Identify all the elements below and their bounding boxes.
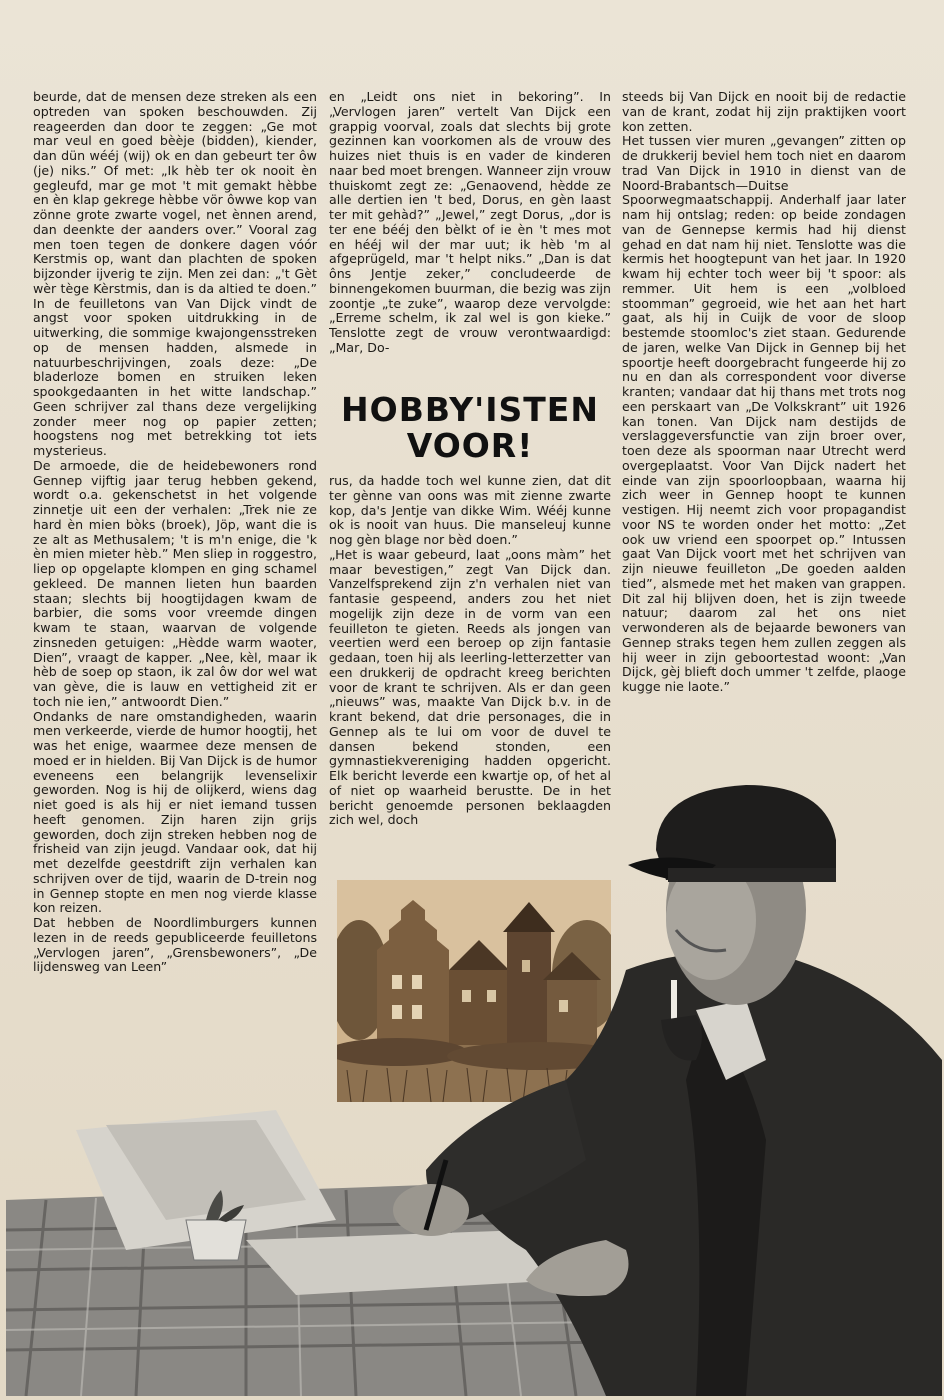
- headline: HOBBY'ISTEN VOOR!: [341, 390, 599, 465]
- paragraph: Ondanks de nare omstandigheden, waarin men verkeerde, vierde de humor hoogtij, het was het enige, waarmee deze mensen de moed er in hielden. Bij Van Dijck is de humor eveneens een belangrijk levenselixir geworden. Nog is hij de olijkerd, wiens dag niet goed is als hij er niet iemand tussen heeft genomen. Zijn haren zijn grijs geworden, doch zijn streken hebben nog de frisheid van zijn jeugd. Vandaar ook, dat hij met dezelfde geestdrift zijn verhalen kan schrijven over de tijd, waarin de D-trein nog in Gennep stopte en men nog vierde klasse kon reizen.: [33, 708, 317, 916]
- paragraph: steeds bij Van Dijck en nooit bij de redactie van de krant, zodat hij zijn praktijken voort kon zetten.: [622, 90, 906, 134]
- paragraph: beurde, dat de mensen deze streken als een optreden van spoken beschouwden. Zij reageerden dan door te zeggen: „Ge mot mar veul en goed bèèje (bidden), kiender, dan dün wééj (wij) ok en dan gebeurt ter ôw (je) niks.” Of met: „Ik hèb ter ok nooit èn gegleufd, mar ge mot 't mit gemakt hèbbe en èn klap gekrege hèbbe vör ôwwe kop van zönne grote zwarte vogel, net ènnen arend, dan deenkte der aanders over.” Vooral zag men toen tegen de donkere dagen vóór Kerstmis op, want dan plachten de spoken bijzonder ijverig te zijn. Men zei dan: „'t Gèt wèr tège Kèrstmis, dan is da altied te doen.” In de feuilletons van Van Dijck vindt de angst voor spoken uitdrukking in de uitwerking, die sommige kwajongensstreken op de mensen hadden, alsmede in natuurbeschrijvingen, zoals deze: „De bladerloze bomen en struiken leken spookgedaanten in het witte landschap.” Geen schrijver zal thans deze vergelijking zonder meer nog op papier zetten; hoogstens nog met betrekking tot iets mysterieus.: [33, 90, 317, 458]
- paragraph: Het tussen vier muren „gevangen” zitten op de drukkerij beviel hem toch niet en daarom trad Van Dijck in 1910 in dienst van de Noord-Brabantsch—Duitse Spoorwegmaatschappij. Anderhalf jaar later nam hij ontslag; reden: op beide zondagen van de Gennepse kermis had hij dienst gehad en dat nam hij niet. Tenslotte was die kermis het hoogtepunt van het jaar. In 1920 kwam hij echter toch weer bij 't spoor: als remmer. Uit hem is een „volbloed stoomman” gegroeid, wie het aan het hart gaat, als hij in Cuijk de voor de sloop bestemde stoomloc's ziet staan. Gedurende de jaren, welke Van Dijck in Gennep bij het spoortje heeft doorgebracht fungeerde hij zo nu en dan als correspondent voor diverse kranten; vandaar dat hij thans met trots nog een perskaart van „De Volkskrant” uit 1926 kan tonen. Van Dijck nam destijds de verslaggeversfunctie van zijn broer over, toen deze als spoorman naar Utrecht werd overgeplaatst. Voor Van Dijck nadert het einde van zijn spoorloopbaan, waarna hij zich weer in Gennep hoopt te kunnen vestigen. Hij neemt zich voor propagandist voor NS te worden onder het motto: „Zet ook uw vriend een spoorpet op.” Intussen gaat Van Dijck voort met het schrijven van zijn nieuwe feuilleton „De goeden aalden tied”, alsmede met het maken van grappen. Dit zal hij blijven doen, het is zijn tweede natuur; daarom zal het ons niet verwonderen als de bejaarde bewoners van Gennep straks tegen hem zullen zeggen als hij weer in zijn geboortestad woont: „Van Dijck, gèj blieft doch ummer 't zelfde, plaoge kugge nie laote.”: [622, 133, 906, 694]
- paragraph: „Het is waar gebeurd, laat „oons màm” het maar bevestigen,” zegt Van Dijck dan. Vanzelfsprekend zijn z'n verhalen niet van fantasie gespeend, anders zou het niet mogelijk zijn deze in de vorm van een feuilleton te gieten. Reeds als jongen van veertien werd een beroep op zijn fantasie gedaan, toen hij als leerling-letterzetter van een drukkerij de opdracht kreeg berichten voor de krant te schrijven. Als er dan geen „nieuws” was, maakte Van Dijck b.v. in de krant bekend, dat drie personages, die in Gennep als te lui om voor de duvel te dansen bekend stonden, een gymnastiekvereniging hadden opgericht. Elk bericht leverde een kwartje op, of het al of niet op waarheid berustte. De in het bericht genoemde personen beklaagden zich wel, doch: [329, 546, 611, 828]
- paragraph: en „Leidt ons niet in bekoring”. In „Vervlogen jaren” vertelt Van Dijck een grappig voorval, zoals dat slechts bij grote gezinnen kan voorkomen als de vrouw des huizes niet thuis is en vader de kinderen naar bed moet brengen. Wanneer zijn vrouw thuiskomt zegt ze: „Genaovend, hèdde ze alle dertien ien 't bed, Dorus, en gèn laast ter mit gehàd?” „Jewel,” zegt Dorus, „dor is ter ene bééj den bèlkt of ie èn 't mes mot en hééj wil der mar uut; ik hèb 'm al afgeprügeld, mar 't helpt niks.” „Dan is dat ôns Jentje zeker,” concludeerde de binnengekomen buurman, die bezig was zijn zoontje „te zuke”, waarop deze vervolgde: „Erreme schelm, ik zal wel is gon kieke.” Tenslotte zegt de vrouw verontwaardigd: „Mar, Do-: [329, 90, 611, 355]
- article-column-3: [622, 90, 906, 780]
- writer-portrait-photo: [6, 780, 942, 1396]
- paragraph: rus, da hadde toch wel kunne zien, dat dit ter gènne van oons was mit zienne zwarte kop, da's Jentje van dikke Wim. Wééj kunne ok is nooit van huus. Die manseleuj kunne nog gèn blage nor bèd doen.”: [329, 474, 611, 547]
- paragraph: De armoede, die de heidebewoners rond Gennep vijftig jaar terug hebben gekend, wordt o.a. gekenschetst in het volgende zinnetje uit een der verhalen: „Trek nie ze hard èn mien bòks (broek), Jöp, want die is ze alt as Methusalem; 't is m'n enige, die 'k èn mien mieter hèb.” Men sliep in roggestro, liep op opgelapte klompen en ging schamel gekleed. De mannen lieten hun baarden staan; slechts bij hoogtijdagen kwam de barbier, die soms voor vreemde dingen kwam te staan, waarvan de volgende zinsneden getuigen: „Hèdde warm waoter, Dien”, vraagt de kapper. „Nee, kèl, maar ik hèb de soep op staon, ik zal ôw dor wel wat van gève, die is lauw en vettigheid zit er toch nie ien,” antwoordt Dien.”: [33, 457, 317, 709]
- paragraph: Dat hebben de Noordlimburgers kunnen lezen in de reeds gepubliceerde feuilletons „Vervlogen jaren”, „Grensbewoners”, „De lijdensweg van Leen”: [33, 915, 317, 975]
- article-column-2-top: [329, 90, 611, 386]
